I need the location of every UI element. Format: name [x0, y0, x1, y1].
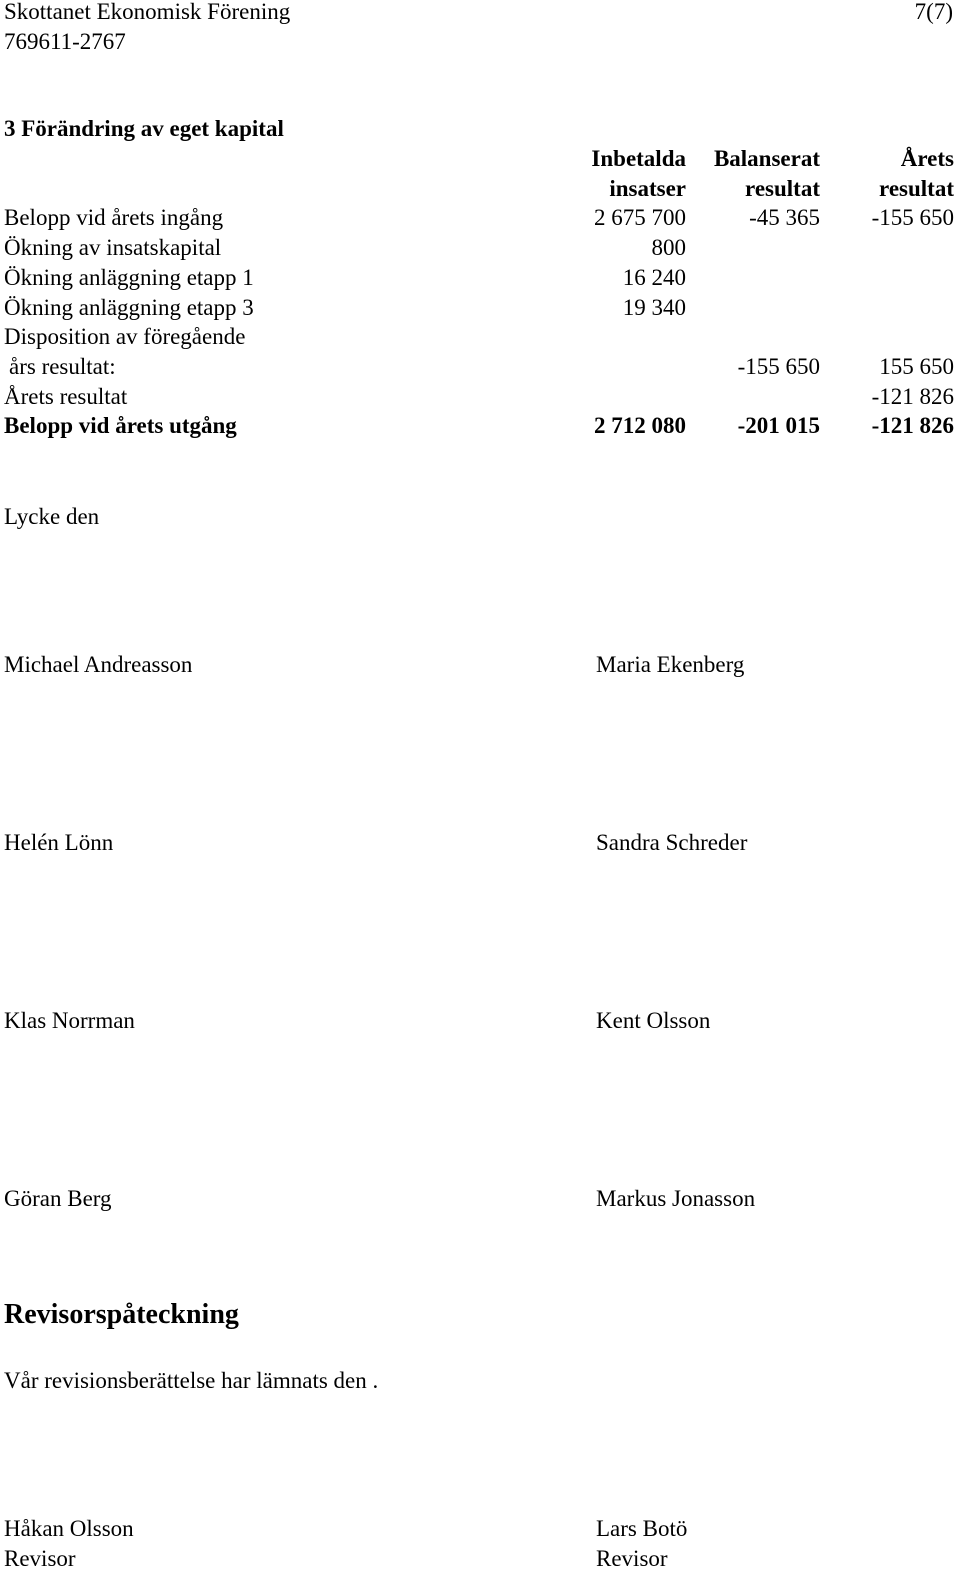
- row-label: Belopp vid årets ingång: [4, 205, 224, 231]
- cell-value: -121 826: [871, 383, 954, 409]
- table-header-row-2: [4, 174, 954, 204]
- signature-name: Klas Norrman: [4, 1008, 135, 1033]
- org-number: 769611-2767: [4, 28, 126, 54]
- cell-value: [686, 263, 820, 293]
- table-row: [4, 203, 954, 233]
- table-total-row: [4, 411, 954, 441]
- table-row: [4, 382, 954, 412]
- total-value: 2 712 080: [594, 413, 686, 439]
- table-header-empty: [4, 144, 454, 174]
- page-number: 7(7): [914, 0, 953, 24]
- column-header: Balanserat: [713, 146, 820, 171]
- signature-name: Kent Olsson: [596, 1008, 711, 1033]
- cell-value: 16 240: [622, 264, 686, 290]
- column-header: Inbetalda: [591, 146, 686, 171]
- cell-value: [686, 233, 820, 263]
- table-header-row-1: [4, 144, 954, 174]
- column-header: insatser: [609, 175, 686, 201]
- org-header: [4, 0, 290, 56]
- auditor-signature: [4, 1514, 134, 1573]
- table-header-empty: [4, 174, 454, 204]
- table-row: [4, 352, 954, 382]
- auditor-title: Revisorspåteckning: [4, 1299, 239, 1330]
- table-row: [4, 322, 954, 352]
- org-name: Skottanet Ekonomisk Förening: [4, 0, 291, 24]
- row-label: Disposition av föregående: [4, 324, 246, 350]
- row-label: Ökning av insatskapital: [4, 235, 222, 261]
- auditor-signature: [596, 1514, 687, 1573]
- column-header: resultat: [745, 175, 820, 201]
- cell-value: [820, 322, 954, 352]
- cell-value: 19 340: [622, 294, 686, 320]
- section-title: 3 Förändring av eget kapital: [4, 116, 284, 141]
- auditor-name: Håkan Olsson: [4, 1516, 134, 1541]
- column-header: resultat: [879, 175, 954, 201]
- total-label: Belopp vid årets utgång: [4, 413, 237, 439]
- column-header: Årets: [900, 146, 954, 171]
- row-label: Årets resultat: [4, 383, 128, 409]
- signature-name: Göran Berg: [4, 1186, 112, 1211]
- row-label: Ökning anläggning etapp 3: [4, 294, 254, 320]
- cell-value: [820, 263, 954, 293]
- table-row: [4, 233, 954, 263]
- table-row: [4, 293, 954, 323]
- auditor-statement: Vår revisionsberättelse har lämnats den .: [4, 1368, 379, 1393]
- total-value: -121 826: [871, 413, 954, 439]
- cell-value: -45 365: [749, 205, 820, 231]
- signature-name: Helén Lönn: [4, 830, 114, 855]
- cell-value: [454, 322, 686, 352]
- place-date-line: Lycke den: [4, 504, 100, 529]
- auditor-name: Lars Botö: [596, 1516, 688, 1541]
- cell-value: [686, 382, 820, 412]
- cell-value: 800: [651, 235, 686, 261]
- cell-value: [686, 322, 820, 352]
- cell-value: [454, 352, 686, 382]
- total-value: -201 015: [737, 413, 820, 439]
- cell-value: -155 650: [871, 205, 954, 231]
- cell-value: [820, 233, 954, 263]
- auditor-role: Revisor: [596, 1545, 668, 1571]
- cell-value: [686, 293, 820, 323]
- signature-name: Maria Ekenberg: [596, 652, 745, 677]
- equity-change-table: [4, 144, 954, 441]
- auditor-role: Revisor: [4, 1545, 76, 1571]
- row-label: års resultat:: [9, 353, 116, 379]
- table-row: [4, 263, 954, 293]
- cell-value: [820, 293, 954, 323]
- signature-name: Sandra Schreder: [596, 830, 748, 855]
- cell-value: 2 675 700: [594, 205, 686, 231]
- signature-name: Markus Jonasson: [596, 1186, 756, 1211]
- cell-value: [454, 382, 686, 412]
- row-label: Ökning anläggning etapp 1: [4, 264, 254, 290]
- cell-value: 155 650: [879, 353, 954, 379]
- cell-value: -155 650: [737, 353, 820, 379]
- signature-name: Michael Andreasson: [4, 652, 193, 677]
